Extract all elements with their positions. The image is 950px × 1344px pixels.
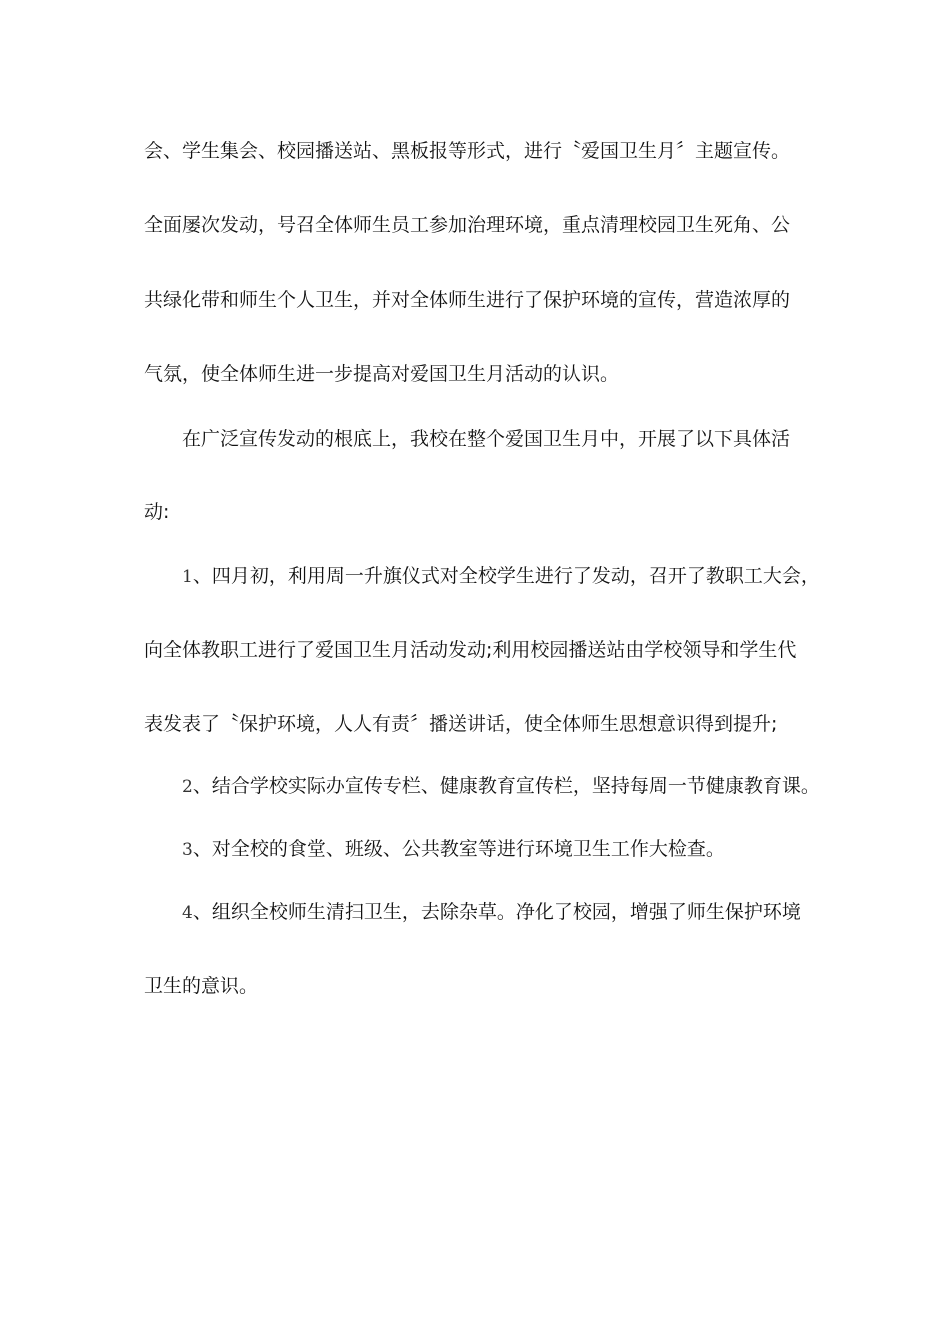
text-line-3: 共绿化带和师生个人卫生，并对全体师生进行了保护环境的宣传，营造浓厚的: [144, 289, 791, 311]
list-item-2-number: 2: [182, 777, 193, 797]
paragraph-intro-line-1: 在广泛宣传发动的根底上，我校在整个爱国卫生月中，开展了以下具体活: [182, 428, 791, 450]
list-item-1: [182, 563, 820, 590]
list-item-4: [182, 899, 801, 926]
list-item-1-text: 、四月初，利用周一升旗仪式对全校学生进行了发动，召开了教职工大会，: [192, 565, 820, 587]
list-item-3-text: 、对全校的食堂、班级、公共教室等进行环境卫生工作大检查。: [192, 838, 725, 860]
list-item-4-line-2: 卫生的意识。: [144, 975, 259, 997]
list-item-3: [182, 836, 725, 863]
list-item-1-line-3: 表发表了〝保护环境，人人有责〞播送讲话，使全体师生思想意识得到提升;: [144, 713, 778, 735]
list-item-1-line-2: 向全体教职工进行了爱国卫生月活动发动;利用校园播送站由学校领导和学生代: [144, 639, 797, 661]
text-line-2: 全面屡次发动，号召全体师生员工参加治理环境，重点清理校园卫生死角、公: [144, 214, 791, 236]
paragraph-intro-line-2: 动:: [144, 501, 170, 523]
list-item-2-text: 、结合学校实际办宣传专栏、健康教育宣传栏，坚持每周一节健康教育课。: [192, 775, 820, 797]
text-line-4: 气氛，使全体师生进一步提高对爱国卫生月活动的认识。: [144, 363, 620, 385]
list-item-4-text: 、组织全校师生清扫卫生，去除杂草。净化了校园，增强了师生保护环境: [192, 901, 801, 923]
list-item-2: [182, 773, 820, 800]
list-item-1-number: 1: [182, 567, 193, 587]
text-line-1: 会、学生集会、校园播送站、黑板报等形式，进行〝爱国卫生月〞主题宣传。: [144, 140, 791, 162]
list-item-4-number: 4: [182, 903, 193, 923]
list-item-3-number: 3: [182, 840, 193, 860]
